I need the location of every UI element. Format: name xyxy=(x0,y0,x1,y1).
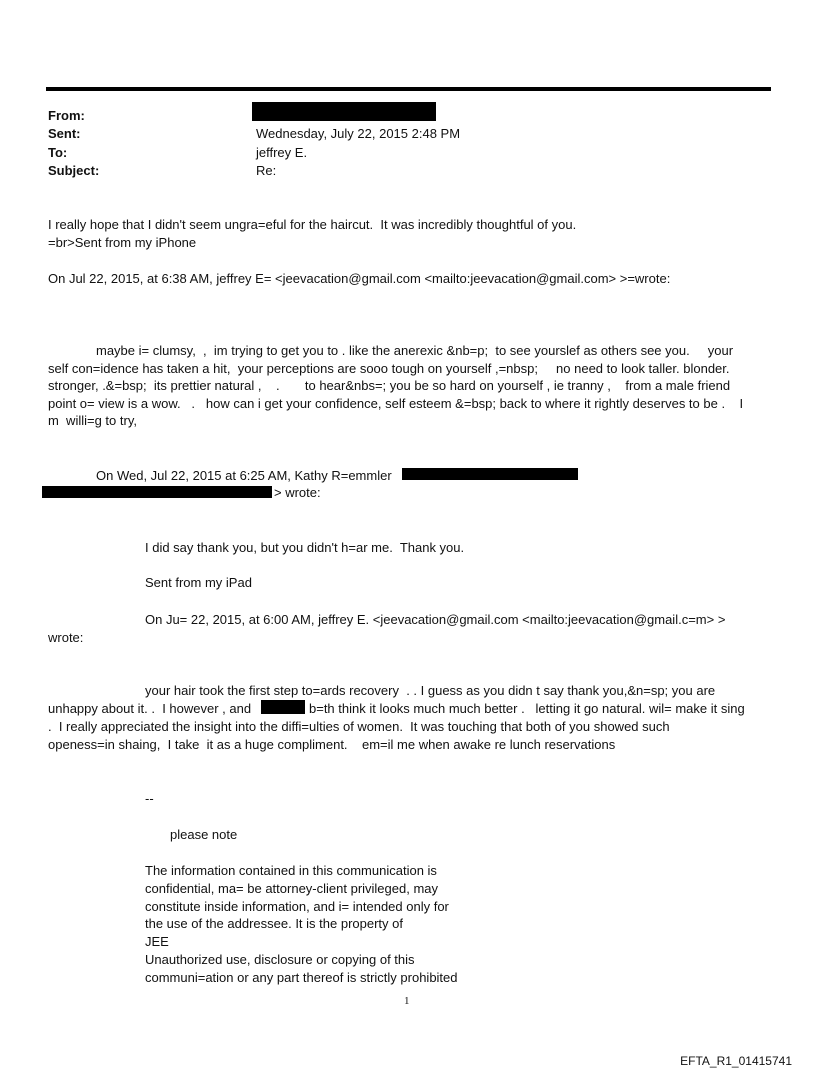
to-label: To: xyxy=(48,145,68,160)
disclaimer-line: Unauthorized use, disclosure or copying of this xyxy=(145,952,415,967)
to-value: jeffrey E. xyxy=(256,145,308,160)
sent-label: Sent: xyxy=(48,126,81,141)
disclaimer-line: the use of the addressee. It is the property of xyxy=(145,916,403,931)
message-line: Sent from my iPad xyxy=(145,575,252,590)
quote-header: > wrote: xyxy=(274,485,321,500)
subject-value: Re: xyxy=(256,163,277,178)
message-line: openess=in shaing, I take it as a huge compliment. em=il me when awake re lunch reservations xyxy=(48,737,616,752)
email-redaction xyxy=(42,486,272,498)
quote-header: On Jul 22, 2015, at 6:38 AM, jeffrey E= <jeevacation@gmail.com <mailto:jeevacation@gmail.com> >=wrote: xyxy=(48,271,671,286)
message-line: unhappy about it. . I however , and xyxy=(48,701,252,716)
disclaimer-line: constitute inside information, and i= intended only for xyxy=(145,899,449,914)
sent-value: Wednesday, July 22, 2015 2:48 PM xyxy=(256,126,461,141)
quote-header: On Wed, Jul 22, 2015 at 6:25 AM, Kathy R=emmler xyxy=(96,468,392,483)
from-label: From: xyxy=(48,108,85,123)
disclaimer-line: JEE xyxy=(145,934,169,949)
signature-separator: -- xyxy=(145,791,154,806)
header-rule xyxy=(46,87,771,91)
message-line: your hair took the first step to=ards recovery . . I guess as you didn t say thank you,&n=sp; you are xyxy=(145,683,716,698)
message-line: m willi=g to try, xyxy=(48,413,137,428)
message-line: . I really appreciated the insight into the diffi=ulties of women. It was touching that both of you showed such xyxy=(48,719,670,734)
page-number: 1 xyxy=(404,995,410,1007)
disclaimer-line: The information contained in this communication is xyxy=(145,863,437,878)
message-line: self con=idence has taken a hit, your perceptions are sooo tough on yourself ,=nbsp; no need to look taller. blonder. xyxy=(48,361,730,376)
quote-header: wrote: xyxy=(48,630,84,645)
message-line: b=th think it looks much much better . letting it go natural. wil= make it sing xyxy=(309,701,745,716)
body-line: =br>Sent from my iPhone xyxy=(48,235,197,250)
body-line: I really hope that I didn't seem ungra=eful for the haircut. It was incredibly thoughtful of you. xyxy=(48,217,577,232)
name-redaction xyxy=(261,700,305,714)
subject-label: Subject: xyxy=(48,163,100,178)
disclaimer-line: confidential, ma= be attorney-client privileged, may xyxy=(145,881,439,896)
document-id: EFTA_R1_01415741 xyxy=(680,1054,792,1068)
disclaimer-line: communi=ation or any part thereof is strictly prohibited xyxy=(145,970,458,985)
message-line: point o= view is a wow. . how can i get your confidence, self esteem &=bsp; back to where it rightly deserves to be . I xyxy=(48,396,744,411)
from-redaction xyxy=(252,102,436,121)
message-line: I did say thank you, but you didn't h=ar me. Thank you. xyxy=(145,540,465,555)
message-line: stronger, .&=bsp; its prettier natural , . to hear&nbs=; you be so hard on yourself , ie tranny , from a male friend xyxy=(48,378,731,393)
quote-header: On Ju= 22, 2015, at 6:00 AM, jeffrey E. <jeevacation@gmail.com <mailto:jeevacation@gmail.c=m> > xyxy=(145,612,726,627)
message-line: maybe i= clumsy, , im trying to get you to . like the anerexic &nb=p; to see yourslef as others see you. your xyxy=(96,343,734,358)
email-redaction xyxy=(402,468,578,480)
disclaimer-heading: please note xyxy=(170,827,238,842)
